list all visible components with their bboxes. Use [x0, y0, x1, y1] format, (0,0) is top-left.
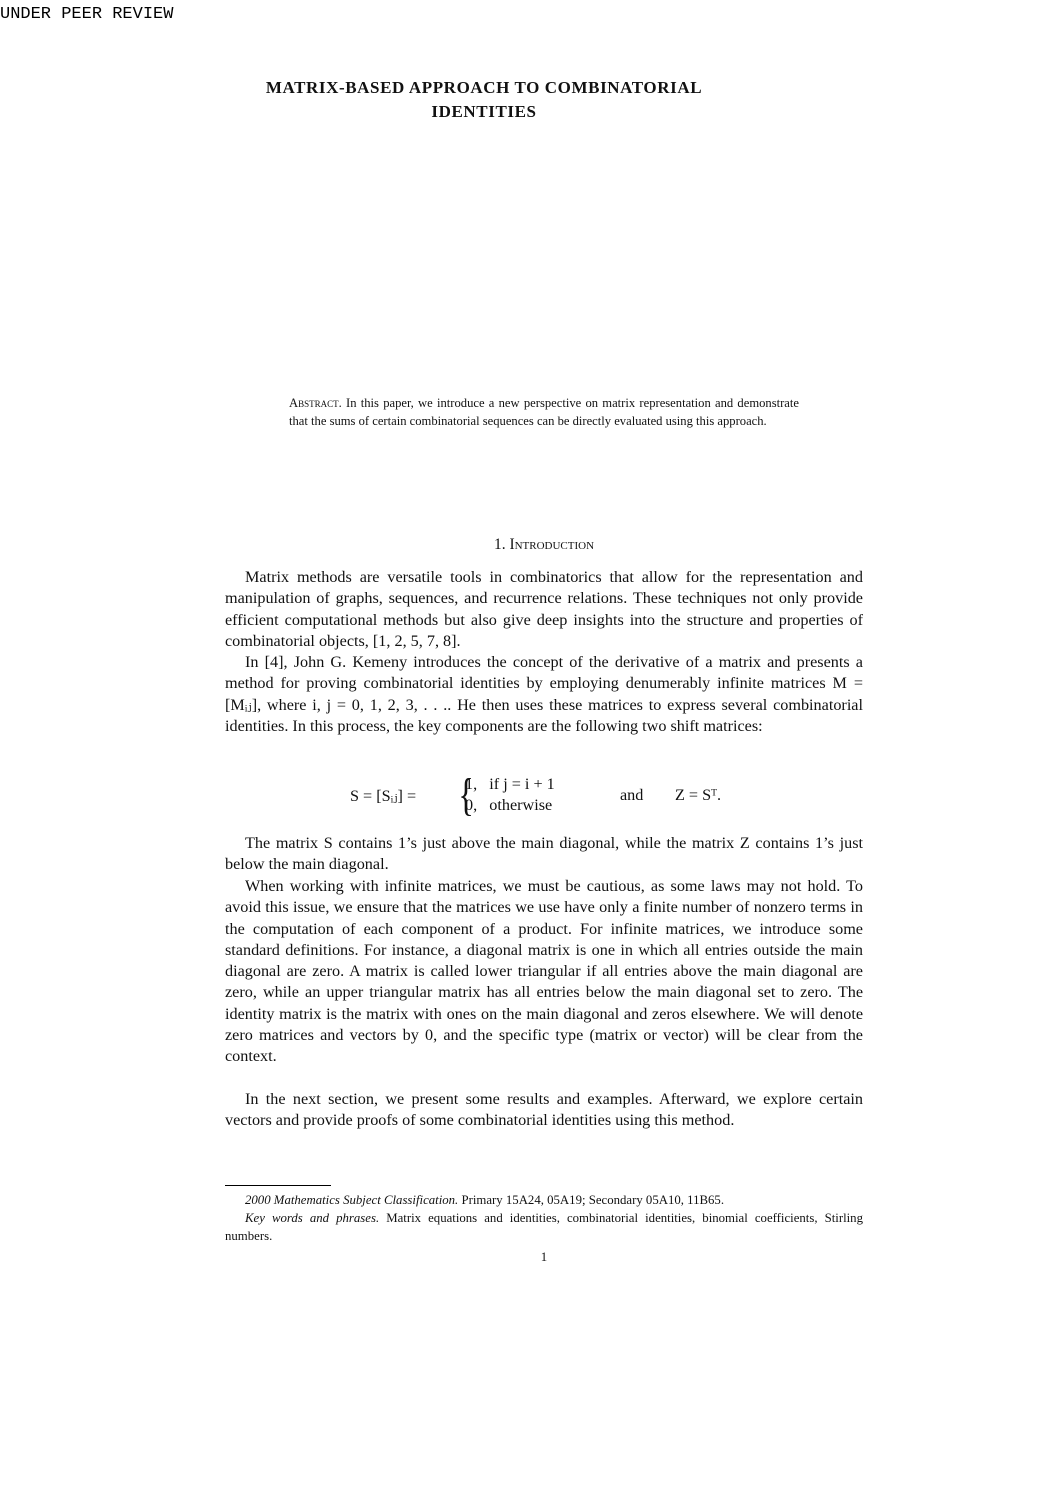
paper-title	[225, 76, 743, 124]
section-heading	[225, 536, 863, 554]
section-title: Introduction	[509, 536, 595, 553]
equation-rhs: Z = Sᵀ.	[675, 786, 722, 804]
msc-label: 2000 Mathematics Subject Classification.	[245, 1193, 459, 1207]
title-line-2: IDENTITIES	[431, 102, 537, 121]
abstract	[289, 394, 799, 430]
case-1: 1, if j = i + 1	[465, 775, 555, 793]
paragraph: In [4], John G. Kemeny introduces the concept of the derivative of a matrix and presents a method for proving combinatorial identities by employing denumerably infinite matrices M = [Mᵢⱼ], where i, j = 0, 1, 2, 3, . . .. He then uses these matrices to express several combinatorial identities. In this process, the key components are the following two shift matrices:	[225, 653, 863, 735]
equation-lhs: S = [Sᵢⱼ] =	[350, 787, 417, 805]
footnote-msc	[225, 1192, 863, 1210]
section-number: 1.	[493, 536, 506, 553]
paragraph: In the next section, we present some results and examples. Afterward, we explore certain vectors and provide proofs of some combinatorial identities using this method.	[225, 1090, 863, 1130]
paragraph: Matrix methods are versatile tools in combinatorics that allow for the representation and manipulation of graphs, sequences, and recurrence relations. These techniques not only provide efficient computational methods but also give deep insights into the structure and properties of combinatorial objects, [1, 2, 5, 7, 8].	[225, 568, 863, 650]
abstract-label: Abstract.	[289, 396, 342, 410]
abstract-text: In this paper, we introduce a new perspective on matrix representation and demonstrate that the sums of certain combinatorial sequences can be directly evaluated using this approach.	[289, 396, 799, 428]
title-line-1: MATRIX-BASED APPROACH TO COMBINATORIAL	[265, 78, 703, 97]
brace: {	[458, 769, 474, 820]
keywords-label: Key words and phrases.	[245, 1211, 380, 1225]
keywords-text: Matrix equations and identities, combinatorial identities, binomial coefficients, Stirling numbers.	[225, 1211, 863, 1243]
footnote-keywords	[225, 1210, 863, 1245]
equation-and: and	[620, 786, 644, 804]
case-2: 0, otherwise	[465, 796, 553, 814]
page-number: 1	[540, 1250, 548, 1264]
review-stamp: UNDER PEER REVIEW	[0, 5, 174, 24]
footnote-rule	[225, 1185, 331, 1186]
paragraph: The matrix S contains 1’s just above the main diagonal, while the matrix Z contains 1’s just below the main diagonal.	[225, 834, 863, 874]
shift-matrix-equation	[225, 769, 863, 820]
equation-cases	[465, 774, 555, 816]
paragraph: When working with infinite matrices, we must be cautious, as some laws may not hold. To avoid this issue, we ensure that the matrices we use have only a finite number of nonzero terms in the computation of each component of a product. For infinite matrices, we introduce some standard definitions. For instance, a diagonal matrix is one in which all entries outside the main diagonal are zero. A matrix is called lower triangular if all entries above the main diagonal are zero, while an upper triangular matrix has all entries below the main diagonal set to zero. The identity matrix is the matrix with ones on the main diagonal and zeros elsewhere. We will denote zero matrices and vectors by 0, and the specific type (matrix or vector) will be clear from the context.	[225, 877, 863, 1066]
msc-text: Primary 15A24, 05A19; Secondary 05A10, 11B65.	[461, 1193, 725, 1207]
